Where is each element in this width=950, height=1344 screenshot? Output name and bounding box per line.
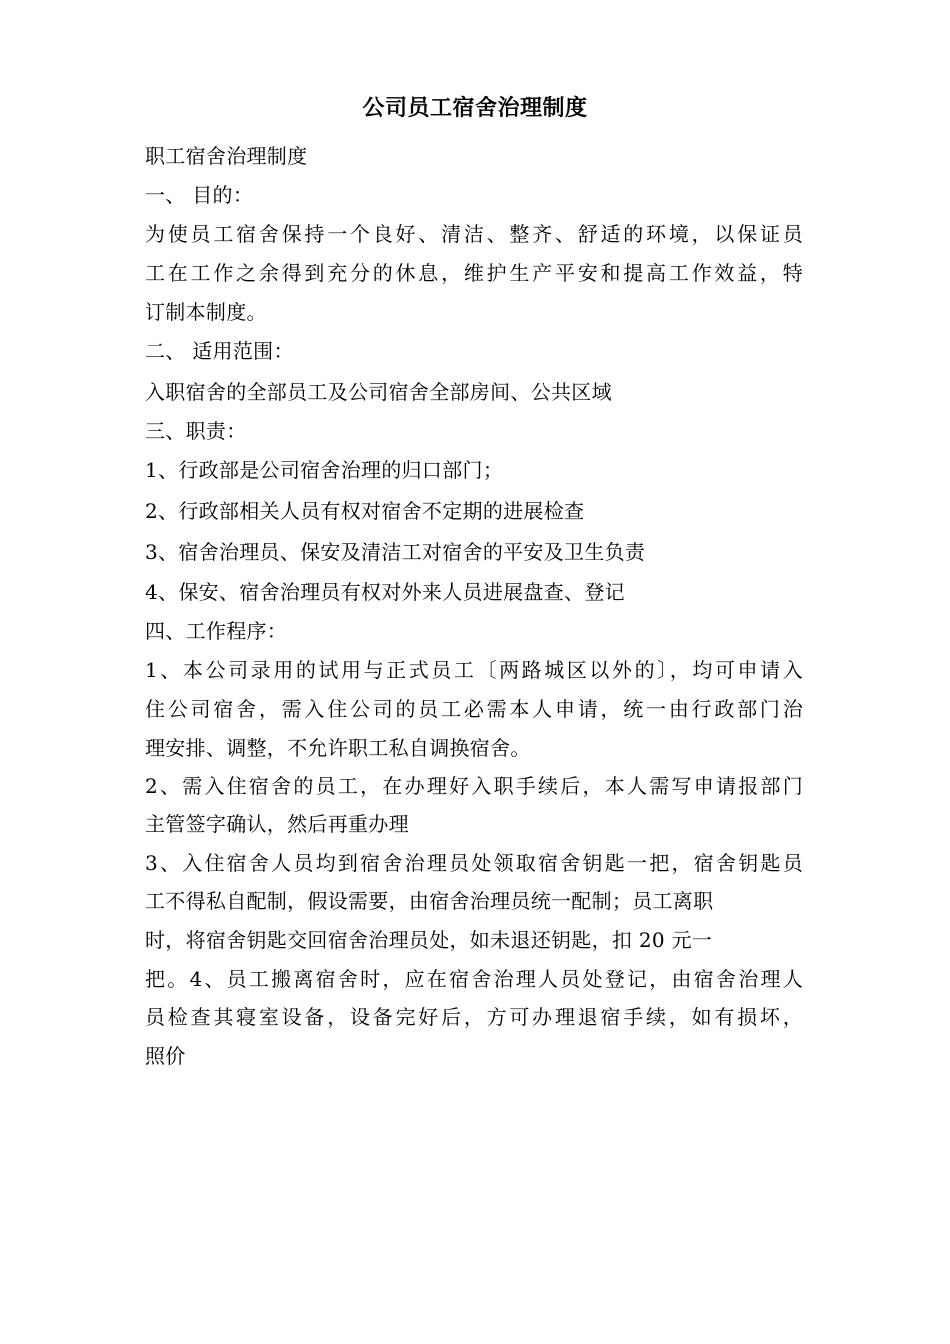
paragraph-line: 1、本公司录用的试用与正式员工〔两路城区以外的〕，均可申请入	[145, 658, 803, 682]
section-heading-duties: 三、职责：	[145, 419, 247, 443]
section-heading-purpose: 一、 目的：	[145, 183, 254, 207]
paragraph-line: 理安排、调整，不允许职工私自调换宿舍。	[145, 736, 531, 760]
section-heading-scope: 二、 适用范围：	[145, 339, 294, 363]
subtitle-line: 职工宿舍治理制度	[145, 144, 308, 168]
paragraph-line: 把。4、员工搬离宿舍时，应在宿舍治理人员处登记，由宿舍治理人	[145, 967, 803, 991]
list-item: 3、宿舍治理员、保安及清洁工对宿舍的平安及卫生负责	[145, 540, 646, 564]
paragraph-line: 入职宿舍的全部员工及公司宿舍全部房间、公共区域	[145, 380, 612, 404]
paragraph-line: 订制本制度。	[145, 300, 267, 324]
list-item: 4、保安、宿舍治理员有权对外来人员进展盘查、登记	[145, 580, 625, 604]
list-item: 1、行政部是公司宿舍治理的归口部门；	[145, 458, 504, 482]
paragraph-line: 为使员工宿舍保持一个良好、清洁、整齐、舒适的环境，以保证员	[145, 222, 803, 246]
paragraph-line: 工在工作之余得到充分的休息，维护生产平安和提高工作效益，特	[145, 261, 803, 285]
document-title: 公司员工宿舍治理制度	[362, 96, 588, 121]
paragraph-line: 员检查其寝室设备，设备完好后，方可办理退宿手续，如有损坏，	[145, 1005, 803, 1029]
list-item: 2、行政部相关人员有权对宿舍不定期的进展检查	[145, 499, 585, 523]
paragraph-line: 照价	[145, 1044, 186, 1068]
paragraph-line: 住公司宿舍，需入住公司的员工必需本人申请，统一由行政部门治	[145, 697, 803, 721]
paragraph-line: 工不得私自配制，假设需要，由宿舍治理员统一配制；员工离职	[145, 889, 714, 913]
paragraph-line: 2、需入住宿舍的员工，在办理好入职手续后，本人需写申请报部门	[145, 774, 803, 798]
paragraph-line: 3、入住宿舍人员均到宿舍治理员处领取宿舍钥匙一把，宿舍钥匙员	[145, 851, 803, 875]
paragraph-line: 时，将宿舍钥匙交回宿舍治理员处，如未退还钥匙，扣 20 元一	[145, 928, 713, 952]
paragraph-line: 主管签字确认，然后再重办理	[145, 812, 409, 836]
section-heading-procedure: 四、工作程序：	[145, 619, 288, 643]
